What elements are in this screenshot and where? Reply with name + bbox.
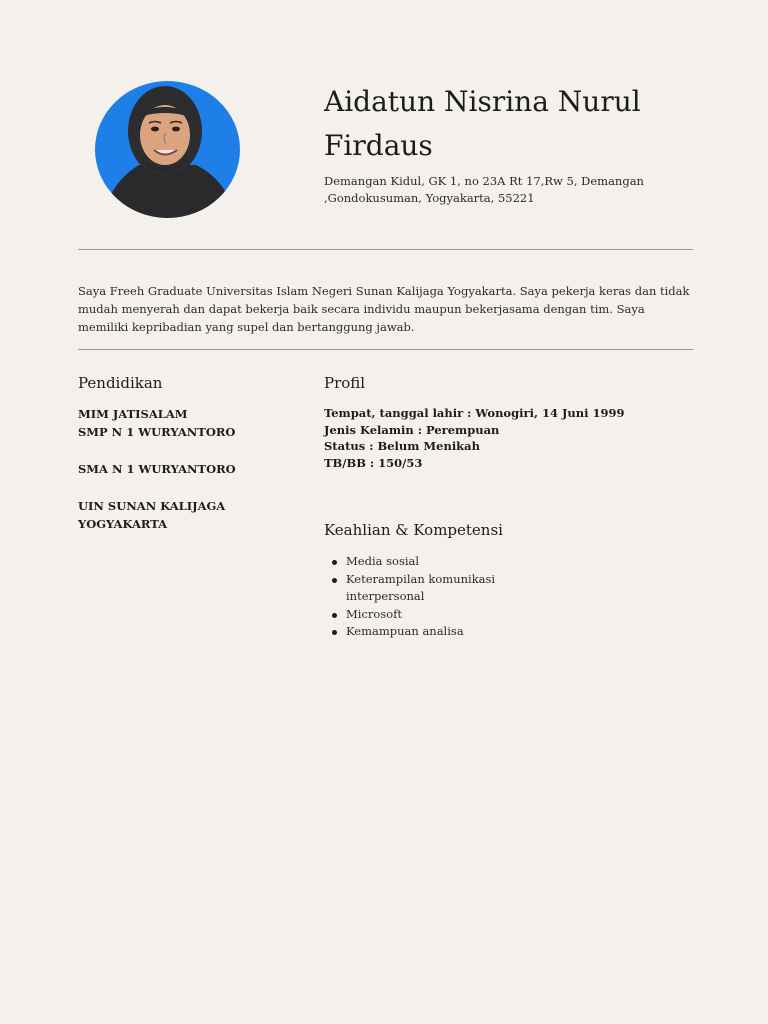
profile-photo <box>95 81 240 218</box>
profil-line-status: Status : Belum Menikah <box>324 439 480 453</box>
bullet-icon <box>332 560 337 565</box>
divider-top <box>78 249 693 250</box>
bullet-icon <box>332 630 337 635</box>
education-item: SMA N 1 WURYANTORO <box>78 462 236 476</box>
address: Demangan Kidul, GK 1, no 23A Rt 17,Rw 5, Demangan ,Gondokusuman, Yogyakarta, 55221 <box>324 174 644 205</box>
education-item: MIM JATISALAM <box>78 407 188 421</box>
section-heading-profil: Profil <box>324 374 366 392</box>
list-item <box>324 606 524 624</box>
skill-label: Microsoft <box>346 606 403 621</box>
bullet-icon <box>332 613 337 618</box>
profil-details <box>324 405 664 471</box>
skill-label: Keterampilan komunikasi interpersonal <box>346 571 496 603</box>
section-heading-pendidikan: Pendidikan <box>78 374 163 392</box>
list-item <box>324 571 524 606</box>
profil-line-height-weight: TB/BB : 150/53 <box>324 455 423 470</box>
list-item <box>324 623 524 641</box>
full-name: Aidatun Nisrina Nurul Firdaus <box>324 85 641 162</box>
profil-line-birth: Tempat, tanggal lahir : Wonogiri, 14 Juni 1999 <box>324 406 625 420</box>
list-item <box>324 553 524 571</box>
profil-line-gender: Jenis Kelamin : Perempuan <box>324 422 500 437</box>
avatar-portrait-icon <box>95 81 240 218</box>
skills-list <box>324 553 524 641</box>
summary-paragraph: Saya Freeh Graduate Universitas Islam Negeri Sunan Kalijaga Yogyakarta. Saya pekerja keras dan tidak mudah menyerah dan dapat bekerja baik secara individu maupun bekerjasama dengan tim. Saya memiliki kepribadian yang supel dan bertanggung jawab. <box>78 284 690 334</box>
bullet-icon <box>332 578 337 583</box>
skill-label: Media sosial <box>346 554 420 568</box>
skill-label: Kemampuan analisa <box>346 624 464 638</box>
divider-middle <box>78 349 693 350</box>
education-item: SMP N 1 WURYANTORO <box>78 425 236 439</box>
section-heading-keahlian: Keahlian & Kompetensi <box>324 521 503 539</box>
education-item: UIN SUNAN KALIJAGA YOGYAKARTA <box>78 499 226 531</box>
